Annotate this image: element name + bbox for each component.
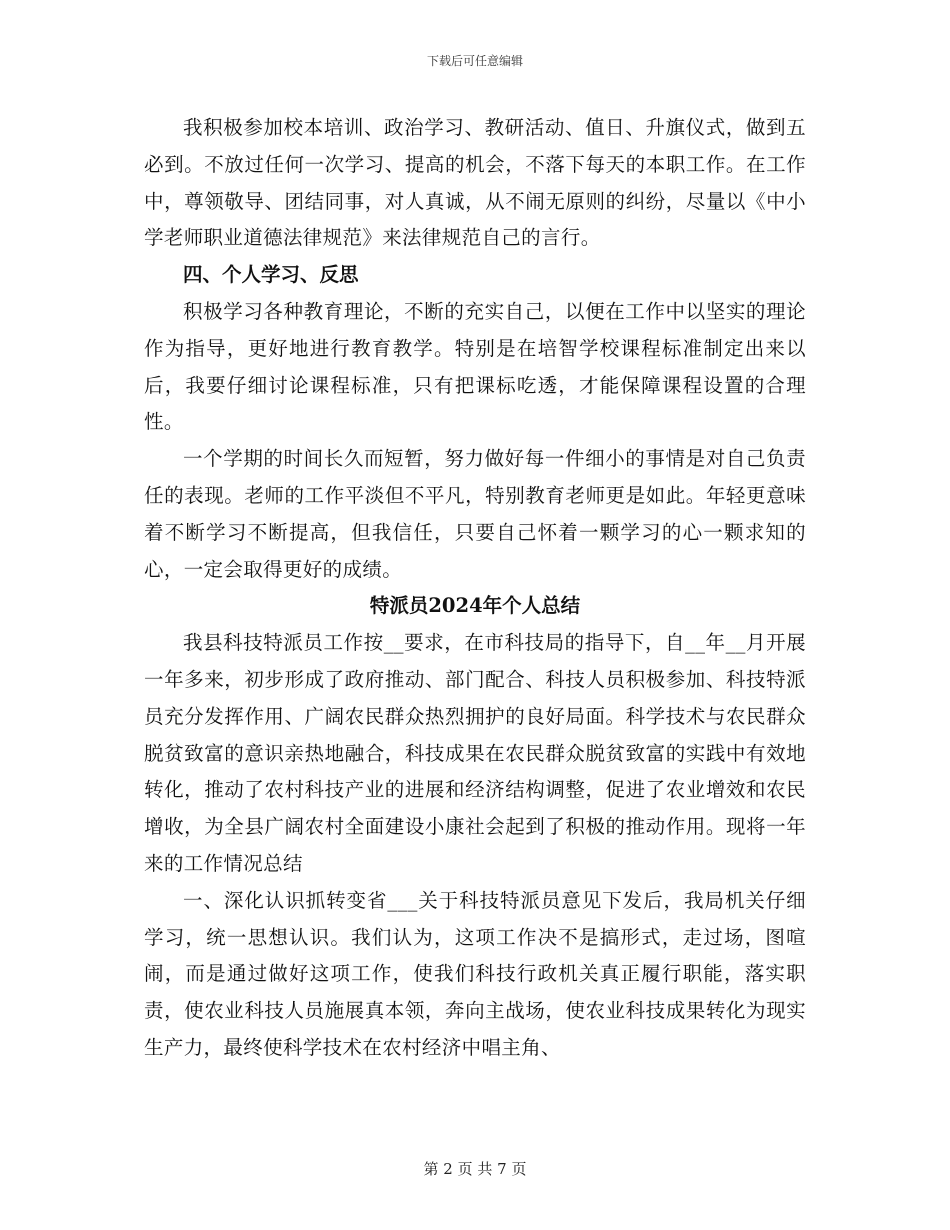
page-number-footer: 第 2 页 共 7 页	[423, 1160, 527, 1178]
paragraph-county-overview: 我县科技特派员工作按__要求，在市科技局的指导下，自__年__月开展一年多来，初步形成了政府推动、部门配合、科技人员积极参加、科技特派员充分发挥作用、广阔农民群众热烈拥护的良好局面。科学技术与农民群众脱贫致富的意识亲热地融合，科技成果在农民群众脱贫致富的实践中有效地转化，推动了农村科技产业的进展和经济结构调整，促进了农业增效和农民增收，为全县广阔农村全面建设小康社会起到了积极的推动作用。现将一年来的工作情况总结	[144, 631, 806, 875]
paragraph-learning-theory: 积极学习各种教育理论，不断的充实自己，以便在工作中以坚实的理论作为指导，更好地进行教育教学。特别是在培智学校课程标准制定出来以后，我要仔细讨论课程标准，只有把课标吃透，才能保障课程设置的合理性。	[144, 299, 806, 434]
paragraph-study-activities: 我积极参加校本培训、政治学习、教研活动、值日、升旗仪式，做到五必到。不放过任何一次学习、提高的机会，不落下每天的本职工作。在工作中，尊领敬导、团结同事，对人真诚，从不闹无原则的纠纷，尽量以《中小学老师职业道德法律规范》来法律规范自己的言行。	[144, 116, 806, 250]
section-heading-personal-study: 四、个人学习、反思	[183, 263, 359, 287]
page-header-note: 下载后可任意编辑	[426, 54, 523, 68]
document-title: 特派员2024年个人总结	[369, 594, 581, 618]
paragraph-deepen-understanding: 一、深化认识抓转变省___关于科技特派员意见下发后，我局机关仔细学习，统一思想认识。我们认为，这项工作决不是搞形式，走过场，图喧闹，而是通过做好这项工作，使我们科技行政机关真正履行职能，落实职责，使农业科技人员施展真本领，奔向主战场，使农业科技成果转化为现实生产力，最终使科学技术在农村经济中唱主角、	[144, 888, 806, 1059]
document-body	[144, 110, 806, 1067]
paragraph-semester-reflection: 一个学期的时间长久而短暂，努力做好每一件细小的事情是对自己负责任的表现。老师的工作平淡但不平凡，特别教育老师更是如此。年轻更意味着不断学习不断提高，但我信任，只要自己怀着一颗学习的心一颗求知的心，一定会取得更好的成绩。	[144, 447, 806, 581]
